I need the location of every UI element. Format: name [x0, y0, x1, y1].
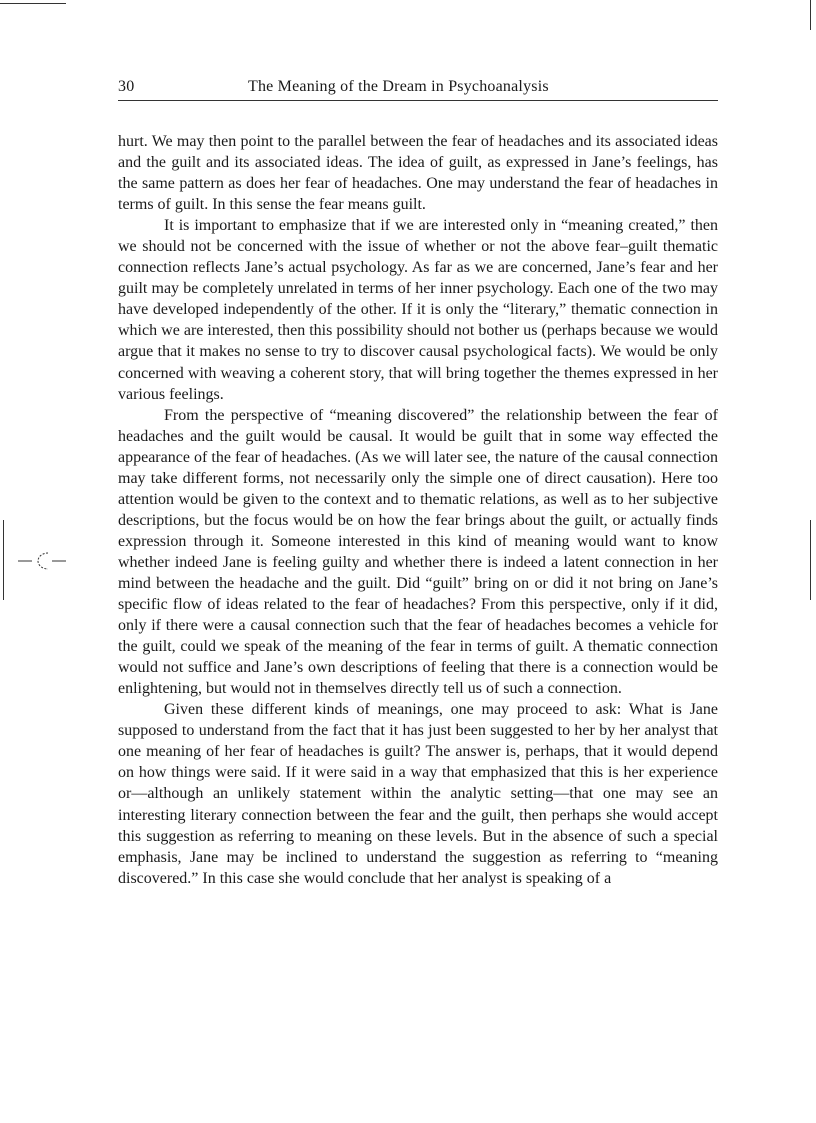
crop-mark-top-left [0, 3, 66, 4]
crop-mark-right-middle [810, 520, 811, 600]
page-number: 30 [118, 78, 135, 95]
crop-mark-left-middle [3, 520, 4, 600]
paragraph-2: It is important to emphasize that if we are interested only in “meaning created,” then we should not be concerned with the issue of whether or not the above fear–guilt thematic connection reflects Jane’s actual psychology. As far as we are concerned, Jane’s fear and her guilt may be completely unrelated in terms of her inner psychology. Each one of the two may have developed independently of the other. If it is only the “literary,” thematic connection in which we are interested, then this possibility should not bother us (perhaps because we would argue that it makes no sense to try to discover causal psychological facts). We would be only concerned with weaving a coherent story, that will bring together the themes expressed in her various feelings. [118, 217, 718, 403]
crop-mark-top-right [810, 0, 811, 30]
running-head [118, 78, 718, 101]
body-text [118, 131, 718, 889]
registration-mark-icon [18, 549, 66, 573]
paragraph-4: Given these different kinds of meanings, one may proceed to ask: What is Jane supposed to understand from the fact that it has just been suggested to her by her analyst that one meaning of her fear of headaches is guilt? The answer is, perhaps, that it would depend on how things were said. If it were said in a way that emphasized that this is her experience or—although an unlikely statement within the analytic setting—that one may see an interesting literary connection between the fear and the guilt, then perhaps she would accept this suggestion as referring to meaning on these levels. But in the absence of such a special emphasis, Jane may be inclined to understand the suggestion as referring to “meaning discovered.” In this case she would conclude that her analyst is speaking of a [118, 701, 718, 887]
paragraph-1: hurt. We may then point to the parallel between the fear of headaches and its associated ideas and the guilt and its associated ideas. The idea of guilt, as expressed in Jane’s feelings, has the same pattern as does her fear of headaches. One may understand the fear of headaches in terms of guilt. In this sense the fear means guilt. [118, 133, 718, 214]
running-title: The Meaning of the Dream in Psychoanalysis [248, 78, 549, 95]
paragraph-3: From the perspective of “meaning discovered” the relationship between the fear of headaches and the guilt would be causal. It would be guilt that in some way effected the appearance of the fear of headaches. (As we will later see, the nature of the causal connection may take different forms, not necessarily only the simple one of direct causation). Here too attention would be given to the context and to thematic relations, as well as to her subjective descriptions, but the focus would be on how the fear brings about the guilt, or actually finds expression through it. Someone interested in this kind of meaning would want to know whether indeed Jane is feeling guilty and whether there is indeed a latent connection in her mind between the headache and the guilt. Did “guilt” bring on or did it not bring on Jane’s specific flow of ideas related to the fear of headaches? From this perspective, only if it did, only if there were a causal connection such that the fear of headaches becomes a vehicle for the guilt, could we speak of the meaning of the fear in terms of guilt. A thematic connection would not suffice and Jane’s own descriptions of feeling that there is a connection would be enlightening, but would not in themselves directly tell us of such a connection. [118, 406, 718, 698]
